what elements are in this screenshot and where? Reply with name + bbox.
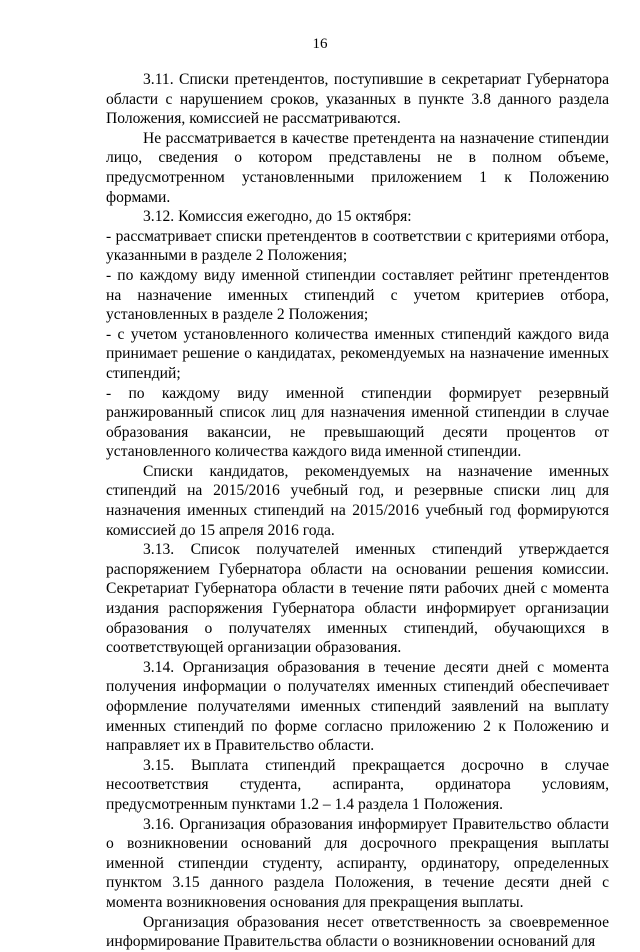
paragraph-3-11: 3.11. Списки претендентов, поступившие в секретариат Губернатора области с нарушением сроков, указанных в пункте 3.8 данного раздела Положения, комиссией не рассматриваются. (106, 71, 609, 128)
list-item-reserve-list: - по каждому виду именной стипендии формирует резервный ранжированный список лиц для назначения именной стипендии в случае образования вакансии, не превышающий десяти процентов от установленного количества каждого вида именной стипендии. (106, 384, 609, 461)
paragraph-responsibility: Организация образования несет ответственность за своевременное информирование Правительства области о возникновении оснований для (106, 913, 609, 951)
paragraph-3-13: 3.13. Список получателей именных стипендий утверждается распоряжением Губернатора области на основании решения комиссии. Секретариат Губернатора области в течение пяти рабочих дней с момента издания распоряжения Губернатора области информирует организации образования о получателях именных стипендий, обучающихся в соответствующей организации образования. (106, 541, 609, 657)
paragraph-candidate-lists: Списки кандидатов, рекомендуемых на назначение именных стипендий на 2015/2016 учебный год, и резервные списки лиц для назначения именных стипендий на 2015/2016 учебный год формируются комиссией до 15 апреля 2016 года. (106, 462, 609, 539)
page-number: 16 (312, 36, 328, 52)
paragraph-3-16: 3.16. Организация образования информирует Правительство области о возникновении оснований для досрочного прекращения выплаты именной стипендии студенту, аспиранту, ординатору, определенных пунктом 3.15 данного раздела Положения, в течение десяти дней с момента возникновения основания для прекращения выплаты. (106, 815, 609, 911)
list-item-rating: - по каждому виду именной стипендии составляет рейтинг претендентов на назначение именных стипендий с учетом критериев отбора, установленных в разделе 2 Положения; (106, 266, 609, 324)
paragraph-3-12: 3.12. Комиссия ежегодно, до 15 октября: (143, 208, 412, 226)
list-item-decision: - с учетом установленного количества именных стипендий каждого вида принимает решение о кандидатах, рекомендуемых на назначение именных стипендий; (106, 325, 609, 382)
paragraph-not-considered: Не рассматривается в качестве претендента на назначение стипендии лицо, сведения о котором представлены не в полном объеме, предусмотренном установленными приложением 1 к Положению формами. (106, 129, 609, 206)
paragraph-3-15: 3.15. Выплата стипендий прекращается досрочно в случае несоответствия студента, аспиранта, ординатора условиям, предусмотренным пунктами 1.2 – 1.4 раздела 1 Положения. (106, 756, 609, 813)
list-item-review-lists: - рассматривает списки претендентов в соответствии с критериями отбора, указанными в разделе 2 Положения; (106, 227, 609, 265)
document-body (106, 70, 609, 952)
paragraph-3-14: 3.14. Организация образования в течение десяти дней с момента получения информации о получателях именных стипендий обеспечивает оформление получателями именных стипендий заявлений на выплату именных стипендий по форме согласно приложению 2 к Положению и направляет их в Правительство области. (106, 658, 609, 755)
